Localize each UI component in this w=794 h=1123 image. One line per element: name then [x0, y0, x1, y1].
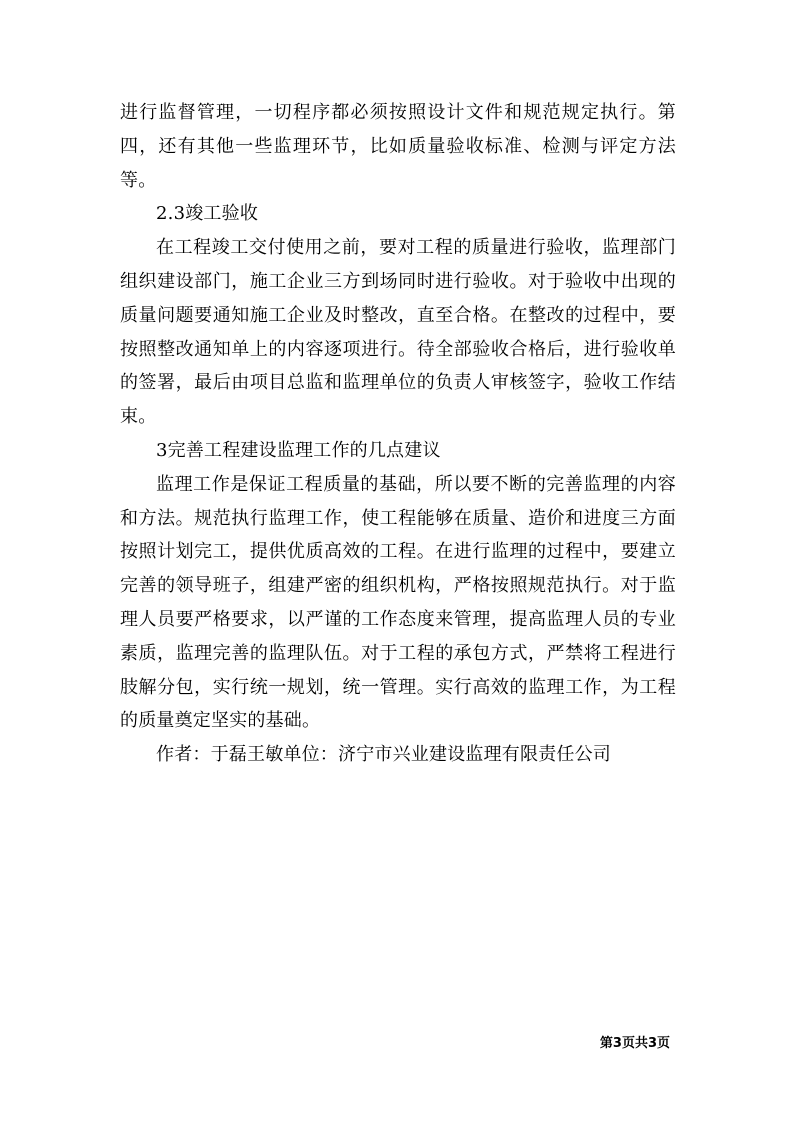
author-line: 作者：于磊王敏单位：济宁市兴业建设监理有限责任公司 — [156, 744, 611, 766]
paragraph-continuation: 进行监督管理，一切程序都必须按照设计文件和规范规定执行。第四，还有其他一些监理环节，比如质量验收标准、检测与评定方法等。 — [120, 102, 676, 191]
document-body — [120, 96, 676, 772]
paragraph-acceptance: 在工程竣工交付使用之前，要对工程的质量进行验收，监理部门组织建设部门，施工企业三方到场同时进行验收。对于验收中出现的质量问题要通知施工企业及时整改，直至合格。在整改的过程中，要按照整改通知单上的内容逐项进行。待全部验收合格后，进行验收单的签署，最后由项目总监和监理单位的负责人审核签字，验收工作结束。 — [120, 237, 676, 428]
section-heading-acceptance: 2.3竣工验收 — [156, 203, 259, 225]
page-number: 第3页共3页 — [599, 1036, 670, 1051]
section-heading-suggestions: 3完善工程建设监理工作的几点建议 — [156, 439, 441, 461]
paragraph-suggestions: 监理工作是保证工程质量的基础，所以要不断的完善监理的内容和方法。规范执行监理工作，使工程能够在质量、造价和进度三方面按照计划完工，提供优质高效的工程。在进行监理的过程中，要建立完善的领导班子，组建严密的组织机构，严格按照规范执行。对于监理人员要严格要求，以严谨的工作态度来管理，提高监理人员的专业素质，监理完善的监理队伍。对于工程的承包方式，严禁将工程进行肢解分包，实行统一规划，统一管理。实行高效的监理工作，为工程的质量奠定坚实的基础。 — [120, 473, 676, 732]
